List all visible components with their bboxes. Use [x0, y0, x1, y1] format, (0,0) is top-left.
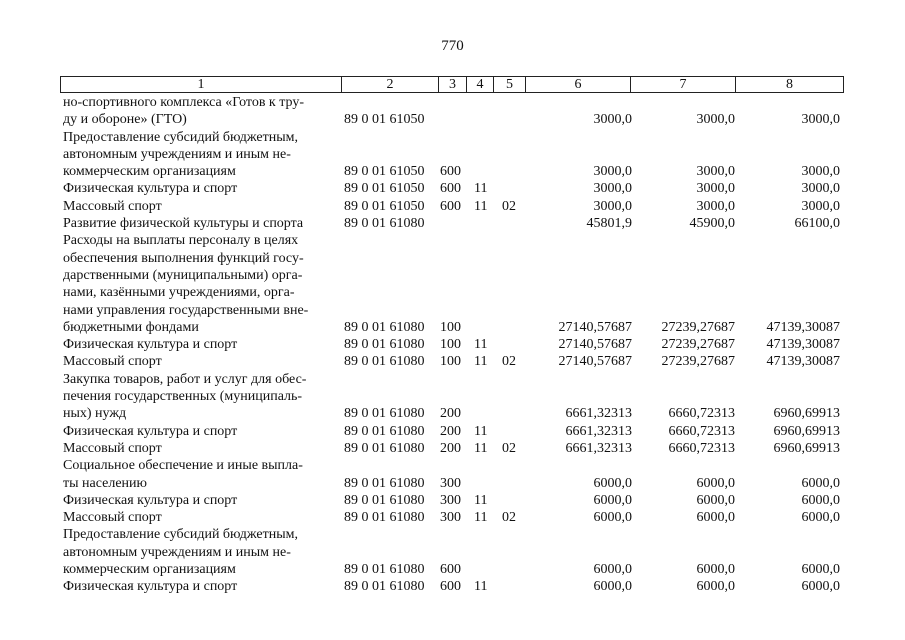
- amount-col-8: 6960,69913: [773, 423, 840, 439]
- target-article-code: 89 0 01 61080: [344, 216, 425, 232]
- row-name: но-спортивного комплекса «Готов к тру- ду и обороне» (ГТО): [63, 95, 305, 128]
- subsection-code: 02: [502, 510, 516, 526]
- amount-col-6: 27140,57687: [558, 354, 632, 370]
- amount-col-7: 27239,27687: [661, 337, 735, 353]
- expense-type-code: 300: [440, 510, 461, 526]
- amount-col-6: 27140,57687: [558, 319, 632, 335]
- table-row: [0, 509, 905, 526]
- expense-type-code: 300: [440, 492, 461, 508]
- table-row: [0, 336, 905, 353]
- section-code: 11: [474, 198, 488, 214]
- row-name: Физическая культура и спорт: [63, 181, 238, 197]
- expense-type-code: 600: [440, 164, 461, 180]
- row-name: Развитие физической культуры и спорта: [63, 216, 304, 232]
- amount-col-6: 6000,0: [593, 562, 632, 578]
- amount-col-7: 3000,0: [696, 181, 735, 197]
- row-name: Физическая культура и спорт: [63, 492, 238, 508]
- section-code: 11: [474, 440, 488, 456]
- column-header-2: 2: [342, 77, 439, 92]
- expense-type-code: 200: [440, 423, 461, 439]
- target-article-code: 89 0 01 61080: [344, 319, 425, 335]
- target-article-code: 89 0 01 61080: [344, 579, 425, 595]
- target-article-code: 89 0 01 61080: [344, 492, 425, 508]
- expense-type-code: 100: [440, 354, 461, 370]
- amount-col-6: 3000,0: [593, 112, 632, 128]
- amount-col-7: 6000,0: [696, 475, 735, 491]
- amount-col-6: 6000,0: [593, 492, 632, 508]
- expense-type-code: 100: [440, 337, 461, 353]
- amount-col-6: 45801,9: [586, 216, 632, 232]
- table-row: [0, 526, 905, 578]
- expense-type-code: 200: [440, 440, 461, 456]
- row-name: Массовый спорт: [63, 440, 162, 456]
- amount-col-8: 66100,0: [794, 216, 840, 232]
- amount-col-7: 3000,0: [696, 164, 735, 180]
- table-row: [0, 371, 905, 423]
- amount-col-8: 3000,0: [801, 181, 840, 197]
- column-header-3: 3: [439, 77, 467, 92]
- amount-col-8: 47139,30087: [766, 319, 840, 335]
- subsection-code: 02: [502, 440, 516, 456]
- table-row: [0, 492, 905, 509]
- amount-col-7: 3000,0: [696, 112, 735, 128]
- column-header-4: 4: [467, 77, 494, 92]
- row-name: Физическая культура и спорт: [63, 423, 238, 439]
- row-name: Предоставление субсидий бюджетным, автономным учреждениям и иным не- коммерческим организациям: [63, 527, 299, 578]
- row-name: Закупка товаров, работ и услуг для обес- печения государственных (муниципаль- ных) нужд: [63, 371, 307, 422]
- amount-col-7: 6660,72313: [668, 406, 735, 422]
- amount-col-8: 3000,0: [801, 198, 840, 214]
- budget-table-body: [0, 94, 905, 596]
- table-row: [0, 129, 905, 181]
- column-header-6: 6: [526, 77, 631, 92]
- target-article-code: 89 0 01 61080: [344, 475, 425, 491]
- amount-col-6: 6661,32313: [565, 423, 632, 439]
- expense-type-code: 600: [440, 198, 461, 214]
- page-number: 770: [441, 38, 464, 54]
- amount-col-7: 27239,27687: [661, 354, 735, 370]
- target-article-code: 89 0 01 61080: [344, 423, 425, 439]
- amount-col-8: 6000,0: [801, 492, 840, 508]
- amount-col-8: 6960,69913: [773, 406, 840, 422]
- amount-col-6: 3000,0: [593, 198, 632, 214]
- table-row: [0, 94, 905, 129]
- expense-type-code: 200: [440, 406, 461, 422]
- row-name: Массовый спорт: [63, 198, 162, 214]
- column-header-row: [60, 76, 844, 93]
- amount-col-6: 3000,0: [593, 164, 632, 180]
- amount-col-7: 6000,0: [696, 492, 735, 508]
- amount-col-8: 3000,0: [801, 112, 840, 128]
- target-article-code: 89 0 01 61050: [344, 181, 425, 197]
- target-article-code: 89 0 01 61050: [344, 198, 425, 214]
- table-row: [0, 215, 905, 232]
- table-row: [0, 578, 905, 595]
- section-code: 11: [474, 492, 488, 508]
- section-code: 11: [474, 354, 488, 370]
- target-article-code: 89 0 01 61080: [344, 440, 425, 456]
- amount-col-6: 6661,32313: [565, 406, 632, 422]
- amount-col-8: 47139,30087: [766, 354, 840, 370]
- amount-col-7: 6000,0: [696, 562, 735, 578]
- column-header-1: 1: [61, 77, 342, 92]
- row-name: Массовый спорт: [63, 354, 162, 370]
- target-article-code: 89 0 01 61080: [344, 510, 425, 526]
- table-row: [0, 232, 905, 336]
- amount-col-8: 6000,0: [801, 475, 840, 491]
- table-row: [0, 440, 905, 457]
- row-name: Массовый спорт: [63, 510, 162, 526]
- amount-col-6: 3000,0: [593, 181, 632, 197]
- section-code: 11: [474, 423, 488, 439]
- amount-col-6: 6000,0: [593, 579, 632, 595]
- subsection-code: 02: [502, 198, 516, 214]
- row-name: Предоставление субсидий бюджетным, автономным учреждениям и иным не- коммерческим организациям: [63, 129, 299, 180]
- expense-type-code: 600: [440, 181, 461, 197]
- amount-col-7: 45900,0: [689, 216, 735, 232]
- table-row: [0, 180, 905, 197]
- amount-col-8: 6000,0: [801, 562, 840, 578]
- amount-col-8: 3000,0: [801, 164, 840, 180]
- amount-col-8: 6000,0: [801, 579, 840, 595]
- section-code: 11: [474, 579, 488, 595]
- row-name: Социальное обеспечение и иные выпла- ты населению: [63, 458, 303, 491]
- target-article-code: 89 0 01 61050: [344, 164, 425, 180]
- amount-col-8: 6960,69913: [773, 440, 840, 456]
- row-name: Физическая культура и спорт: [63, 579, 238, 595]
- target-article-code: 89 0 01 61050: [344, 112, 425, 128]
- section-code: 11: [474, 510, 488, 526]
- column-header-7: 7: [631, 77, 736, 92]
- amount-col-6: 6000,0: [593, 510, 632, 526]
- target-article-code: 89 0 01 61080: [344, 406, 425, 422]
- amount-col-6: 27140,57687: [558, 337, 632, 353]
- row-name: Расходы на выплаты персоналу в целях обеспечения выполнения функций госу- дарственными (муниципальными) орга- нами, казёнными учреждениями, орга- нами управления государственными вне- бюджетными фондами: [63, 233, 309, 335]
- target-article-code: 89 0 01 61080: [344, 354, 425, 370]
- row-name: Физическая культура и спорт: [63, 337, 238, 353]
- column-header-5: 5: [494, 77, 526, 92]
- amount-col-8: 6000,0: [801, 510, 840, 526]
- table-row: [0, 423, 905, 440]
- amount-col-7: 6000,0: [696, 579, 735, 595]
- expense-type-code: 100: [440, 319, 461, 335]
- amount-col-6: 6000,0: [593, 475, 632, 491]
- expense-type-code: 600: [440, 562, 461, 578]
- amount-col-7: 6000,0: [696, 510, 735, 526]
- amount-col-7: 6660,72313: [668, 423, 735, 439]
- table-row: [0, 353, 905, 370]
- section-code: 11: [474, 337, 488, 353]
- amount-col-7: 27239,27687: [661, 319, 735, 335]
- target-article-code: 89 0 01 61080: [344, 337, 425, 353]
- column-header-8: 8: [786, 77, 793, 92]
- table-row: [0, 457, 905, 492]
- expense-type-code: 600: [440, 579, 461, 595]
- amount-col-6: 6661,32313: [565, 440, 632, 456]
- subsection-code: 02: [502, 354, 516, 370]
- expense-type-code: 300: [440, 475, 461, 491]
- amount-col-7: 3000,0: [696, 198, 735, 214]
- amount-col-7: 6660,72313: [668, 440, 735, 456]
- target-article-code: 89 0 01 61080: [344, 562, 425, 578]
- amount-col-8: 47139,30087: [766, 337, 840, 353]
- table-row: [0, 198, 905, 215]
- section-code: 11: [474, 181, 488, 197]
